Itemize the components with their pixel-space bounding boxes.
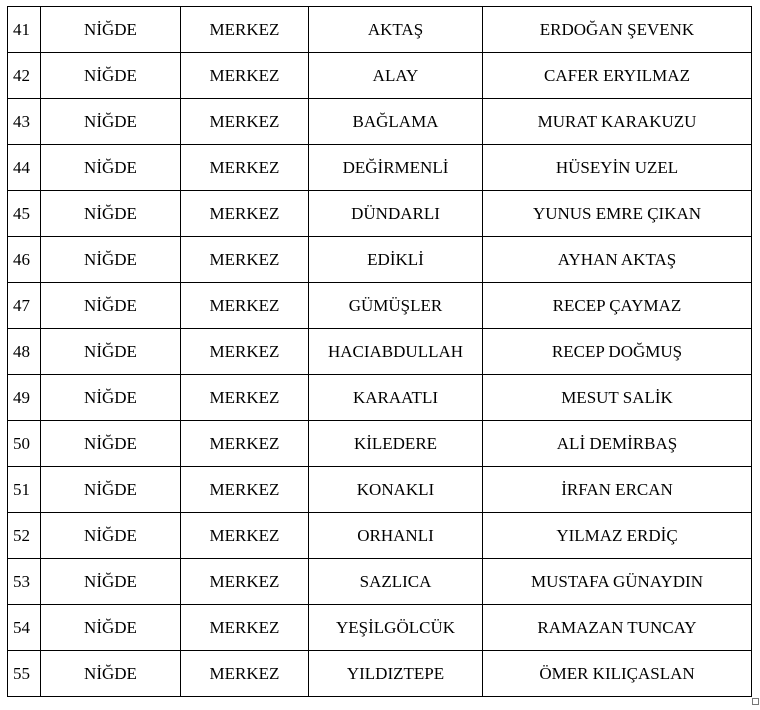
name-cell: CAFER ERYILMAZ bbox=[483, 53, 752, 99]
district-cell: MERKEZ bbox=[181, 237, 309, 283]
village-cell: AKTAŞ bbox=[309, 7, 483, 53]
table-row bbox=[8, 513, 752, 559]
village-cell: KONAKLI bbox=[309, 467, 483, 513]
district-cell: MERKEZ bbox=[181, 191, 309, 237]
table-row bbox=[8, 283, 752, 329]
table-row bbox=[8, 237, 752, 283]
province-cell: NİĞDE bbox=[41, 513, 181, 559]
name-cell: YILMAZ ERDİÇ bbox=[483, 513, 752, 559]
row-number-cell: 41 bbox=[8, 7, 41, 53]
province-cell: NİĞDE bbox=[41, 145, 181, 191]
district-cell: MERKEZ bbox=[181, 329, 309, 375]
page-corner-marker bbox=[752, 698, 759, 705]
village-cell: BAĞLAMA bbox=[309, 99, 483, 145]
district-cell: MERKEZ bbox=[181, 7, 309, 53]
row-number-cell: 49 bbox=[8, 375, 41, 421]
row-number-cell: 55 bbox=[8, 651, 41, 697]
district-cell: MERKEZ bbox=[181, 53, 309, 99]
name-cell: MURAT KARAKUZU bbox=[483, 99, 752, 145]
village-cell: DÜNDARLI bbox=[309, 191, 483, 237]
province-cell: NİĞDE bbox=[41, 283, 181, 329]
table-row bbox=[8, 191, 752, 237]
district-cell: MERKEZ bbox=[181, 467, 309, 513]
village-cell: HACIABDULLAH bbox=[309, 329, 483, 375]
province-cell: NİĞDE bbox=[41, 237, 181, 283]
name-cell: ALİ DEMİRBAŞ bbox=[483, 421, 752, 467]
district-cell: MERKEZ bbox=[181, 283, 309, 329]
district-cell: MERKEZ bbox=[181, 145, 309, 191]
name-cell: RECEP DOĞMUŞ bbox=[483, 329, 752, 375]
roster-table bbox=[7, 6, 752, 697]
district-cell: MERKEZ bbox=[181, 651, 309, 697]
village-cell: YILDIZTEPE bbox=[309, 651, 483, 697]
village-cell: EDİKLİ bbox=[309, 237, 483, 283]
village-cell: GÜMÜŞLER bbox=[309, 283, 483, 329]
row-number-cell: 47 bbox=[8, 283, 41, 329]
table-row bbox=[8, 99, 752, 145]
table-row bbox=[8, 145, 752, 191]
name-cell: AYHAN AKTAŞ bbox=[483, 237, 752, 283]
province-cell: NİĞDE bbox=[41, 191, 181, 237]
table-row bbox=[8, 7, 752, 53]
table-row bbox=[8, 605, 752, 651]
district-cell: MERKEZ bbox=[181, 375, 309, 421]
province-cell: NİĞDE bbox=[41, 605, 181, 651]
name-cell: MESUT SALİK bbox=[483, 375, 752, 421]
district-cell: MERKEZ bbox=[181, 513, 309, 559]
name-cell: ERDOĞAN ŞEVENK bbox=[483, 7, 752, 53]
district-cell: MERKEZ bbox=[181, 421, 309, 467]
row-number-cell: 51 bbox=[8, 467, 41, 513]
row-number-cell: 53 bbox=[8, 559, 41, 605]
district-cell: MERKEZ bbox=[181, 605, 309, 651]
row-number-cell: 50 bbox=[8, 421, 41, 467]
name-cell: RECEP ÇAYMAZ bbox=[483, 283, 752, 329]
village-cell: ORHANLI bbox=[309, 513, 483, 559]
province-cell: NİĞDE bbox=[41, 467, 181, 513]
name-cell: RAMAZAN TUNCAY bbox=[483, 605, 752, 651]
name-cell: ÖMER KILIÇASLAN bbox=[483, 651, 752, 697]
province-cell: NİĞDE bbox=[41, 7, 181, 53]
row-number-cell: 52 bbox=[8, 513, 41, 559]
village-cell: KARAATLI bbox=[309, 375, 483, 421]
table-row bbox=[8, 375, 752, 421]
district-cell: MERKEZ bbox=[181, 99, 309, 145]
table-row bbox=[8, 651, 752, 697]
district-cell: MERKEZ bbox=[181, 559, 309, 605]
village-cell: DEĞİRMENLİ bbox=[309, 145, 483, 191]
village-cell: ALAY bbox=[309, 53, 483, 99]
province-cell: NİĞDE bbox=[41, 375, 181, 421]
table-row bbox=[8, 467, 752, 513]
table-row bbox=[8, 421, 752, 467]
village-cell: SAZLICA bbox=[309, 559, 483, 605]
village-cell: YEŞİLGÖLCÜK bbox=[309, 605, 483, 651]
row-number-cell: 48 bbox=[8, 329, 41, 375]
province-cell: NİĞDE bbox=[41, 559, 181, 605]
row-number-cell: 43 bbox=[8, 99, 41, 145]
province-cell: NİĞDE bbox=[41, 651, 181, 697]
province-cell: NİĞDE bbox=[41, 421, 181, 467]
row-number-cell: 46 bbox=[8, 237, 41, 283]
province-cell: NİĞDE bbox=[41, 53, 181, 99]
table-row bbox=[8, 559, 752, 605]
province-cell: NİĞDE bbox=[41, 329, 181, 375]
table-row bbox=[8, 53, 752, 99]
name-cell: HÜSEYİN UZEL bbox=[483, 145, 752, 191]
village-cell: KİLEDERE bbox=[309, 421, 483, 467]
name-cell: İRFAN ERCAN bbox=[483, 467, 752, 513]
row-number-cell: 54 bbox=[8, 605, 41, 651]
name-cell: MUSTAFA GÜNAYDIN bbox=[483, 559, 752, 605]
row-number-cell: 42 bbox=[8, 53, 41, 99]
name-cell: YUNUS EMRE ÇIKAN bbox=[483, 191, 752, 237]
province-cell: NİĞDE bbox=[41, 99, 181, 145]
row-number-cell: 45 bbox=[8, 191, 41, 237]
row-number-cell: 44 bbox=[8, 145, 41, 191]
table-row bbox=[8, 329, 752, 375]
roster-table-body bbox=[8, 7, 752, 697]
